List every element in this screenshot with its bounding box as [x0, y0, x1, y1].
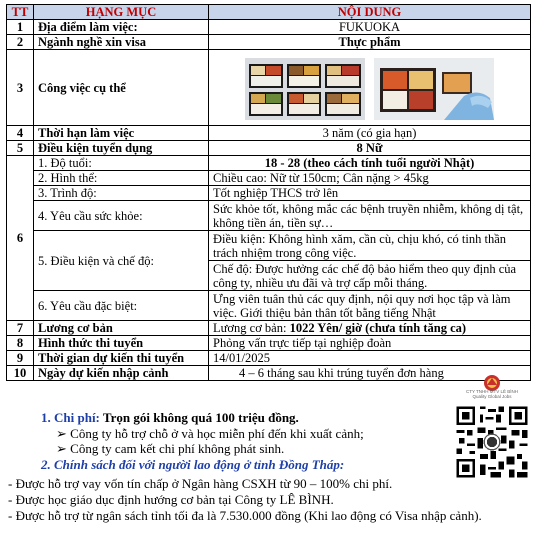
conditions-label: 5. Điều kiện và chế độ: [34, 231, 209, 291]
body-value: Chiều cao: Nữ từ 150cm; Cân nặng > 45kg [209, 171, 531, 186]
logo-tagline: Quality Global Jobs [472, 394, 512, 399]
policy-item: - Được hỗ trợ từ ngân sách tỉnh tối đa là 7.530.000 đồng (Khi lao động có Visa nhập cảnh). [8, 508, 482, 523]
table-row [7, 171, 531, 186]
row-number: 8 [7, 336, 34, 351]
row-value: 4 – 6 tháng sau khi trúng tuyển đơn hàng [209, 366, 531, 381]
row-value: 3 năm (có gia hạn) [209, 126, 531, 141]
education-value: Tốt nghiệp THCS trở lên [209, 186, 531, 201]
body-label: 2. Hình thể: [34, 171, 209, 186]
work-photos [209, 50, 531, 126]
footer-section [38, 410, 458, 472]
table-row [7, 126, 531, 141]
row-value: Phỏng vấn trực tiếp tại nghiệp đoàn [209, 336, 531, 351]
age-label: 1. Độ tuổi: [34, 156, 209, 171]
cost-heading-label: 1. Chi phí: [41, 410, 103, 425]
table-row [7, 351, 531, 366]
special-value: Ưng viên tuân thủ các quy định, nội quy nơi học tập và làm việc. Giới thiệu bản thân tốt bằng tiếng Nhật [209, 291, 531, 321]
policy-heading: 2. Chính sách đối với người lao động ở tỉnh Đồng Tháp: [41, 456, 345, 472]
table-row [7, 35, 531, 50]
row-number: 1 [7, 20, 34, 35]
row-number: 7 [7, 321, 34, 336]
health-label: 4. Yêu cầu sức khỏe: [34, 201, 209, 231]
row-value: 14/01/2025 [209, 351, 531, 366]
cost-bullet: ➢ Công ty cam kết chi phí không phát sinh. [56, 441, 285, 456]
cost-heading-value: Trọn gói không quá 100 triệu đồng. [102, 410, 299, 425]
table-row [7, 156, 531, 171]
qr-code-icon[interactable] [454, 404, 530, 480]
row-number: 9 [7, 351, 34, 366]
header-tt: TT [7, 5, 34, 20]
health-value: Sức khỏe tốt, không mắc các bệnh truyền nhiễm, không dị tật, không tiền án, tiền sự… [209, 201, 531, 231]
row-value: 8 Nữ [209, 141, 531, 156]
row-label: Địa điểm làm việc: [34, 20, 209, 35]
row-label: Điều kiện tuyển dụng [34, 141, 209, 156]
row-value: Thực phẩm [209, 35, 531, 50]
table-row [7, 291, 531, 321]
policy-list [8, 476, 528, 524]
row-label: Công việc cụ thể [34, 50, 209, 126]
row-label: Hình thức thi tuyển [34, 336, 209, 351]
row-label: Lương cơ bản [34, 321, 209, 336]
row-number: 4 [7, 126, 34, 141]
row-number: 3 [7, 50, 34, 126]
education-label: 3. Trình độ: [34, 186, 209, 201]
age-value: 18 - 28 (theo cách tính tuổi người Nhật) [209, 156, 531, 171]
header-content: NỘI DUNG [209, 5, 531, 20]
table-header-row [7, 5, 531, 20]
row-number: 10 [7, 366, 34, 381]
policy-item: - Được hỗ trợ vay vốn tín chấp ở Ngân hàng CSXH từ 90 – 100% chi phí. [8, 476, 393, 491]
table-row [7, 201, 531, 231]
table-row [7, 20, 531, 35]
food-packing-photo [374, 58, 494, 120]
salary-amount: 1022 Yên/ giờ (chưa tính tăng ca) [289, 321, 467, 335]
salary-prefix: Lương cơ bản: [213, 321, 290, 335]
row-number: 5 [7, 141, 34, 156]
row-number: 6 [7, 156, 34, 321]
bento-boxes-photo [245, 58, 365, 120]
table-row [7, 141, 531, 156]
table-row [7, 186, 531, 201]
table-row [7, 366, 531, 381]
company-logo-text [452, 389, 532, 399]
job-table [6, 4, 531, 381]
logo-name: CTY TNHH MTV LÊ BÌNH [465, 389, 519, 394]
table-row [7, 50, 531, 126]
row-number: 2 [7, 35, 34, 50]
salary-value [209, 321, 531, 336]
benefits-value: Chế độ: Được hưởng các chế độ bảo hiểm theo quy định của công ty, nhiều ưu đãi và trợ cấp mỗi tháng. [209, 261, 531, 291]
row-label: Thời gian dự kiến thi tuyển [34, 351, 209, 366]
row-label: Ngành nghề xin visa [34, 35, 209, 50]
conditions-value: Điều kiện: Không hình xăm, cần cù, chịu khó, có tinh thần trách nhiệm trong công việc. [209, 231, 531, 261]
table-row [7, 231, 531, 261]
header-item: HẠNG MỤC [34, 5, 209, 20]
cost-bullet: ➢ Công ty hỗ trợ chỗ ở và học miễn phí đến khi xuất cảnh; [56, 425, 364, 441]
policy-item: - Được học giáo dục định hướng cơ bản tại Công ty LÊ BÌNH. [8, 492, 334, 507]
special-label: 6. Yêu cầu đặc biệt: [34, 291, 209, 321]
table-row [7, 321, 531, 336]
table-row [7, 336, 531, 351]
row-label: Thời hạn làm việc [34, 126, 209, 141]
row-value: FUKUOKA [209, 20, 531, 35]
row-label: Ngày dự kiến nhập cảnh [34, 366, 209, 381]
cost-heading [41, 410, 458, 426]
